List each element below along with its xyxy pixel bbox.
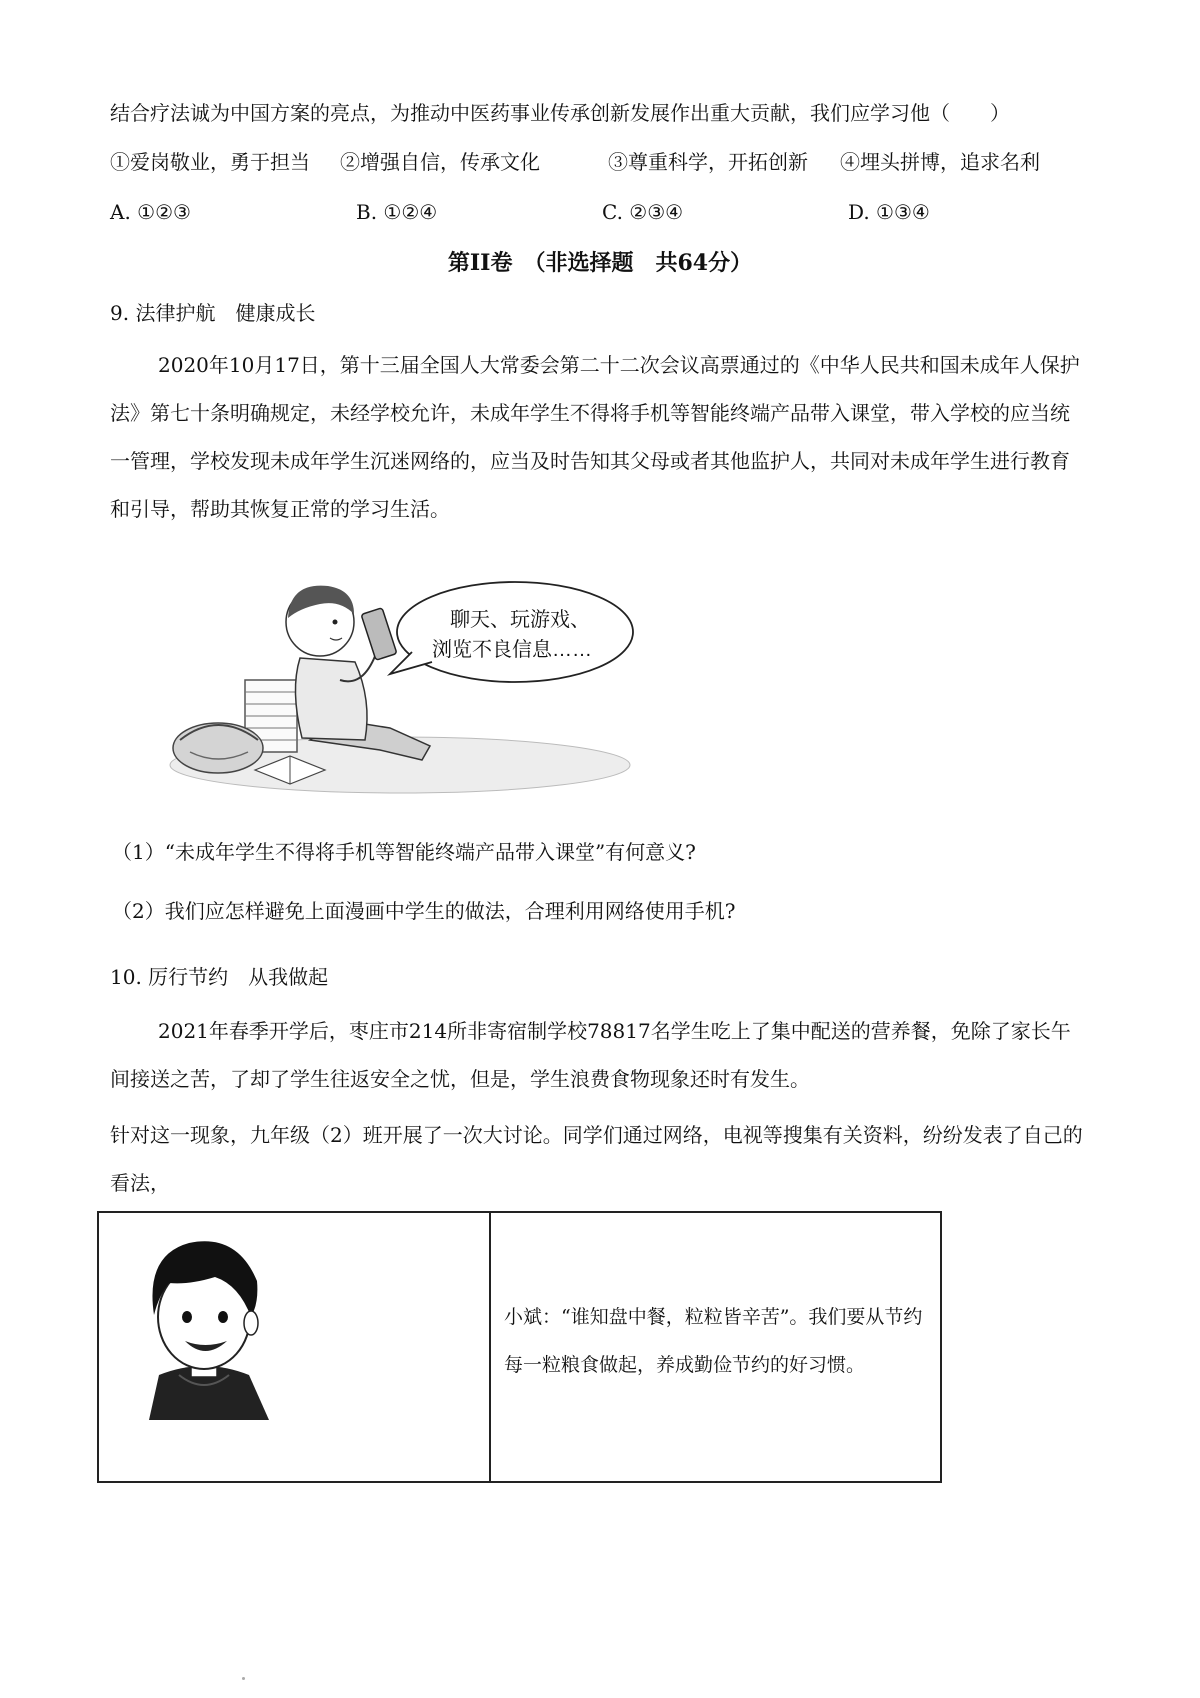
speech-bubble [390,582,633,682]
section-title: 第II卷 （非选择题 共64分） [447,250,753,276]
q9-heading: 9. 法律护航 健康成长 [110,301,316,325]
q8-option-b: B. ①②④ [356,200,438,224]
q10-paragraph-1: 2021年春季开学后，枣庄市214所非寄宿制学校78817名学生吃上了集中配送的营养餐，免除了家长午间接送之苦，了却了学生往返安全之忧，但是，学生浪费食物现象还时有发生。 [110,1019,1071,1091]
q8-statement-1: ①爱岗敬业，勇于担当 [110,150,310,174]
q9-question-2: （2）我们应怎样避免上面漫画中学生的做法，合理利用网络使用手机? [112,899,736,923]
q10-heading: 10. 厉行节约 从我做起 [110,965,329,989]
q8-option-a: A. ①②③ [110,200,191,224]
q8-statement-2: ②增强自信，传承文化 [340,150,540,174]
phone-icon [361,608,397,660]
q9-question-1: （1）“未成年学生不得将手机等智能终端产品带入课堂”有何意义? [112,840,696,864]
page-dot [242,1677,245,1680]
q8-statement-3: ③尊重科学，开拓创新 [608,150,808,174]
school-bag-icon [173,723,263,773]
cartoon-student-phone [150,570,660,800]
q8-stem-tail: 结合疗法诚为中国方案的亮点，为推动中医药事业传承创新发展作出重大贡献，我们应学习他（ ） [110,101,1010,125]
speech-bubble-line-1: 聊天、玩游戏、 [450,609,590,631]
table-divider [489,1213,491,1481]
opinion-xiaobin: 小斌：“谁知盘中餐，粒粒皆辛苦”。我们要从节约每一粒粮食做起，养成勤俭节约的好习惯。 [504,1306,923,1376]
q9-paragraph: 2020年10月17日，第十三届全国人大常委会第二十二次会议高票通过的《中华人民共和国未成年人保护法》第七十条明确规定，未经学校允许，未成年学生不得将手机等智能终端产品带入课堂，带入学校的应当统一管理，学校发现未成年学生沉迷网络的，应当及时告知其父母或者其他监护人，共同对未成年学生进行教育和引导，帮助其恢复正常的学习生活。 [110,353,1080,521]
student-xiaobin-portrait [119,1225,289,1420]
speech-bubble-line-2: 浏览不良信息…… [432,639,592,661]
q8-option-c: C. ②③④ [602,200,684,224]
q10-paragraph-2: 针对这一现象，九年级（2）班开展了一次大讨论。同学们通过网络，电视等搜集有关资料，纷纷发表了自己的看法， [110,1123,1083,1195]
opinion-table [97,1211,942,1483]
q8-statement-4: ④埋头拼博，追求名利 [840,150,1040,174]
q8-option-d: D. ①③④ [848,200,930,224]
